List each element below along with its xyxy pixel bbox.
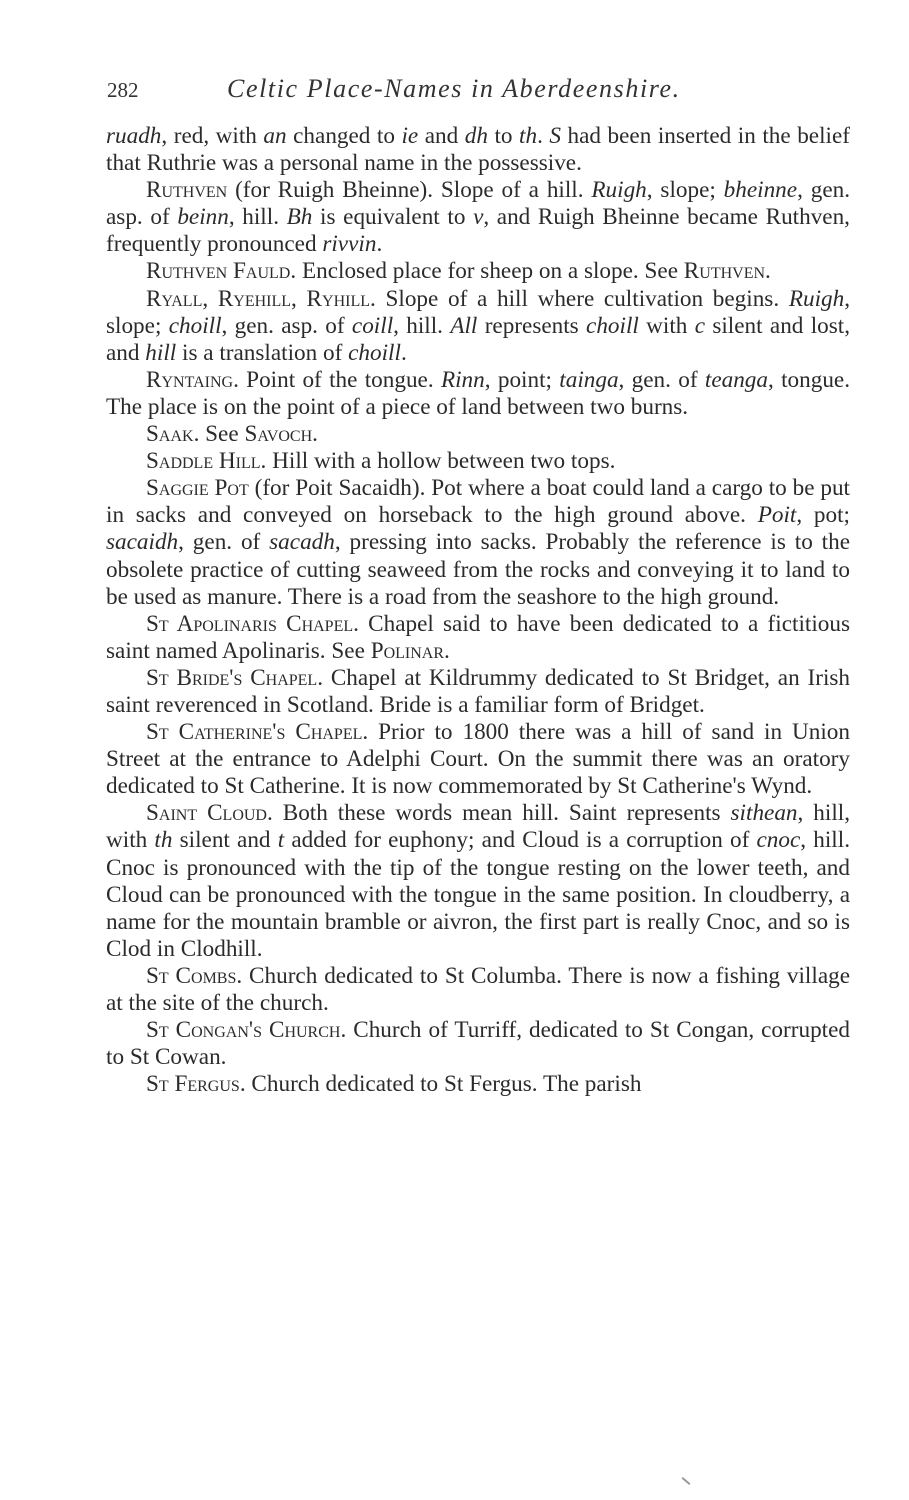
paragraph-continuation: ruadh, red, with an changed to ie and dh to th. S had been inserted in the belief that Ruthrie was a personal name in the possessive. bbox=[106, 123, 850, 177]
dictionary-entry: Ruthven Fauld. Enclosed place for sheep on a slope. See Ruthven. bbox=[146, 258, 771, 285]
stray-mark bbox=[682, 1477, 691, 1485]
dictionary-entry: St Bride's Chapel. Chapel at Kildrummy dedicated to St Bridget, an Irish saint reverenced in Scotland. Bride is a familiar form of Bridget. bbox=[106, 664, 851, 718]
dictionary-entry: Saddle Hill. Hill with a hollow between two tops. bbox=[146, 448, 616, 475]
dictionary-entry: Saggie Pot (for Poit Sacaidh). Pot where a boat could land a cargo to be put in sacks and conveyed on horseback to the high ground above. Poit, pot; sacaidh, gen. of sacadh, pressing into sacks. Probably the reference is to the obsolete practice of cutting seaweed from the rocks and conveying it to land to be used as manure. There is a road from the seashore to the high ground. bbox=[106, 475, 850, 610]
page-header bbox=[107, 72, 857, 106]
dictionary-entry: Saak. See Savoch. bbox=[146, 421, 318, 448]
dictionary-entry: St Congan's Church. Church of Turriff, dedicated to St Congan, corrupted to St Cowan. bbox=[106, 1017, 850, 1071]
dictionary-entry: St Catherine's Chapel. Prior to 1800 there was a hill of sand in Union Street at the entrance to Adelphi Court. On the summit there was an oratory dedicated to St Catherine. It is now commemorated by St Catherine's Wynd. bbox=[106, 719, 850, 800]
page-number: 282 bbox=[107, 78, 139, 102]
dictionary-entry: St Apolinaris Chapel. Chapel said to have been dedicated to a fictitious saint named Apolinaris. See Polinar. bbox=[106, 610, 850, 664]
running-title: Celtic Place-Names in Aberdeenshire. bbox=[227, 74, 681, 103]
body-text bbox=[106, 123, 850, 1098]
dictionary-entry: St Combs. Church dedicated to St Columba. There is now a fishing village at the site of the church. bbox=[106, 962, 850, 1016]
dictionary-entry: Ruthven (for Ruigh Bheinne). Slope of a hill. Ruigh, slope; bheinne, gen. asp. of beinn, hill. Bh is equivalent to v, and Ruigh Bheinne became Ruthven, frequently pronounced rivvin. bbox=[106, 177, 850, 258]
dictionary-entry: Ryntaing. Point of the tongue. Rinn, point; tainga, gen. of teanga, tongue. The place is on the point of a piece of land between two burns. bbox=[106, 366, 850, 420]
dictionary-entry: St Fergus. Church dedicated to St Fergus. The parish bbox=[146, 1071, 642, 1098]
dictionary-entry: Saint Cloud. Both these words mean hill. Saint represents sithean, hill, with th silent and t added for euphony; and Cloud is a corruption of cnoc, hill. Cnoc is pronounced with the tip of the tongue resting on the lower teeth, and Cloud can be pronounced with the tongue in the same position. In cloudberry, a name for the mountain bramble or aivron, the first part is really Cnoc, and so is Clod in Clodhill. bbox=[106, 800, 850, 962]
dictionary-entry: Ryall, Ryehill, Ryhill. Slope of a hill where cultivation begins. Ruigh, slope; choill, gen. asp. of coill, hill. All represents choill with c silent and lost, and hill is a translation of choill. bbox=[106, 285, 851, 366]
